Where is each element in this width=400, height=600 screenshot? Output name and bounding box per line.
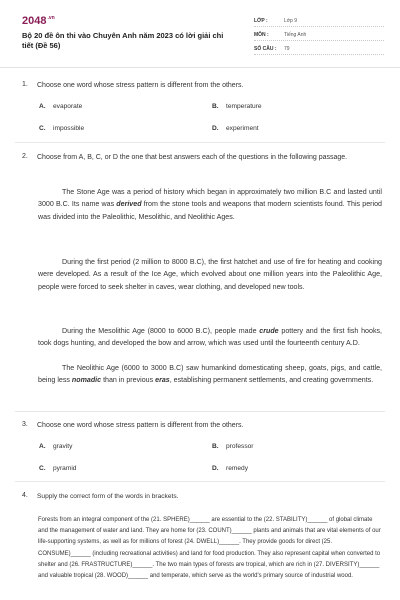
divider — [15, 481, 385, 482]
passage-paragraph-1: The Stone Age was a period of history which began in approximately two million B.C and lasted until 3000 B.C. Its name was derived from the stone tools and weapons that modern scientists found. This period was divided into the Paleolithic, Mesolithic, and Neolithic Ages. — [38, 188, 382, 221]
page-header — [0, 0, 400, 66]
question-number: 1. — [22, 81, 28, 88]
question-number: 2. — [22, 153, 28, 160]
passage-paragraph-3: During the Mesolithic Age (8000 to 6000 B.C), people made crude pottery and the first fish hooks, took dogs hunting, and developed the bow and arrow, which was used until the fourteenth century A.D. — [38, 327, 383, 348]
question-text: Choose from A, B, C, or D the one that best answers each of the questions in the following passage. — [37, 154, 348, 161]
header-divider — [0, 67, 400, 68]
passage-paragraph-2: During the first period (2 million to 8000 B.C), the first hatchet and use of fire for heating and cooking were developed. As a result of the Ice Age, which evolved about one million years into the Paleolithic Age, people were forced to seek shelter in caves, wear clothing, and developed new tools. — [38, 258, 382, 291]
option-d[interactable]: D. experiment — [212, 125, 259, 132]
question-text: Choose one word whose stress pattern is different from the others. — [37, 82, 244, 89]
option-c[interactable]: C. pyramid — [39, 465, 77, 472]
option-c[interactable]: C. impossible — [39, 125, 85, 132]
option-a[interactable]: A. gravity — [39, 443, 73, 450]
question-number: 3. — [22, 421, 28, 428]
passage-paragraph-4: The Neolithic Age (6000 to 3000 B.C) saw humankind domesticating sheep, goats, pigs, and cattle, being less nomadic than in previous eras, establishing permanent settlements, and creating governments. — [38, 364, 382, 385]
option-b[interactable]: B. temperature — [212, 103, 262, 110]
meta-subject: MÔN : Tiếng Anh — [254, 28, 384, 41]
site-logo[interactable]: $2048^{.vn}$ — [22, 15, 55, 27]
question-4 — [22, 492, 382, 506]
divider — [15, 411, 385, 412]
option-d[interactable]: D. remedy — [212, 465, 248, 472]
divider — [15, 142, 385, 143]
question-3 — [22, 421, 382, 481]
question-2 — [22, 153, 382, 175]
option-b[interactable]: B. professor — [212, 443, 254, 450]
question-text: Supply the correct form of the words in brackets. — [37, 493, 179, 500]
word-form-paragraph: Forests from an integral component of the (21. SPHERE)______ are essential to the (22. STABILITY)______ of global climate and the management of water and land. They are home for (23. COUNT)______ plants and animals that are vital elements of our life-supporting systems, as well as for millions of forest (24. DWELL)______. They provide goods for direct (25. CONSUME)______ (including recreational activities) and land for food production. They also represent capital when converted to shelter and (26. FRASTRUCTURE)______. The two main types of forests are tropical, which are rich in (27. DIVERSITY)______ and valuable tropical (28. WOOD)______ and temperate, which serve as the world's primary source of industrial wood. — [38, 517, 381, 580]
question-1 — [22, 81, 382, 141]
option-a[interactable]: A. evaporate — [39, 103, 83, 110]
meta-class: LỚP : Lớp 9 — [254, 14, 384, 27]
question-text: Choose one word whose stress pattern is different from the others. — [37, 422, 244, 429]
meta-question-count: SỐ CÂU : 79 — [254, 42, 384, 55]
question-number: 4. — [22, 492, 28, 499]
document-title: Bộ 20 đề ôn thi vào Chuyên Anh năm 2023 có lời giải chi tiết (Đề 56) — [22, 31, 224, 50]
